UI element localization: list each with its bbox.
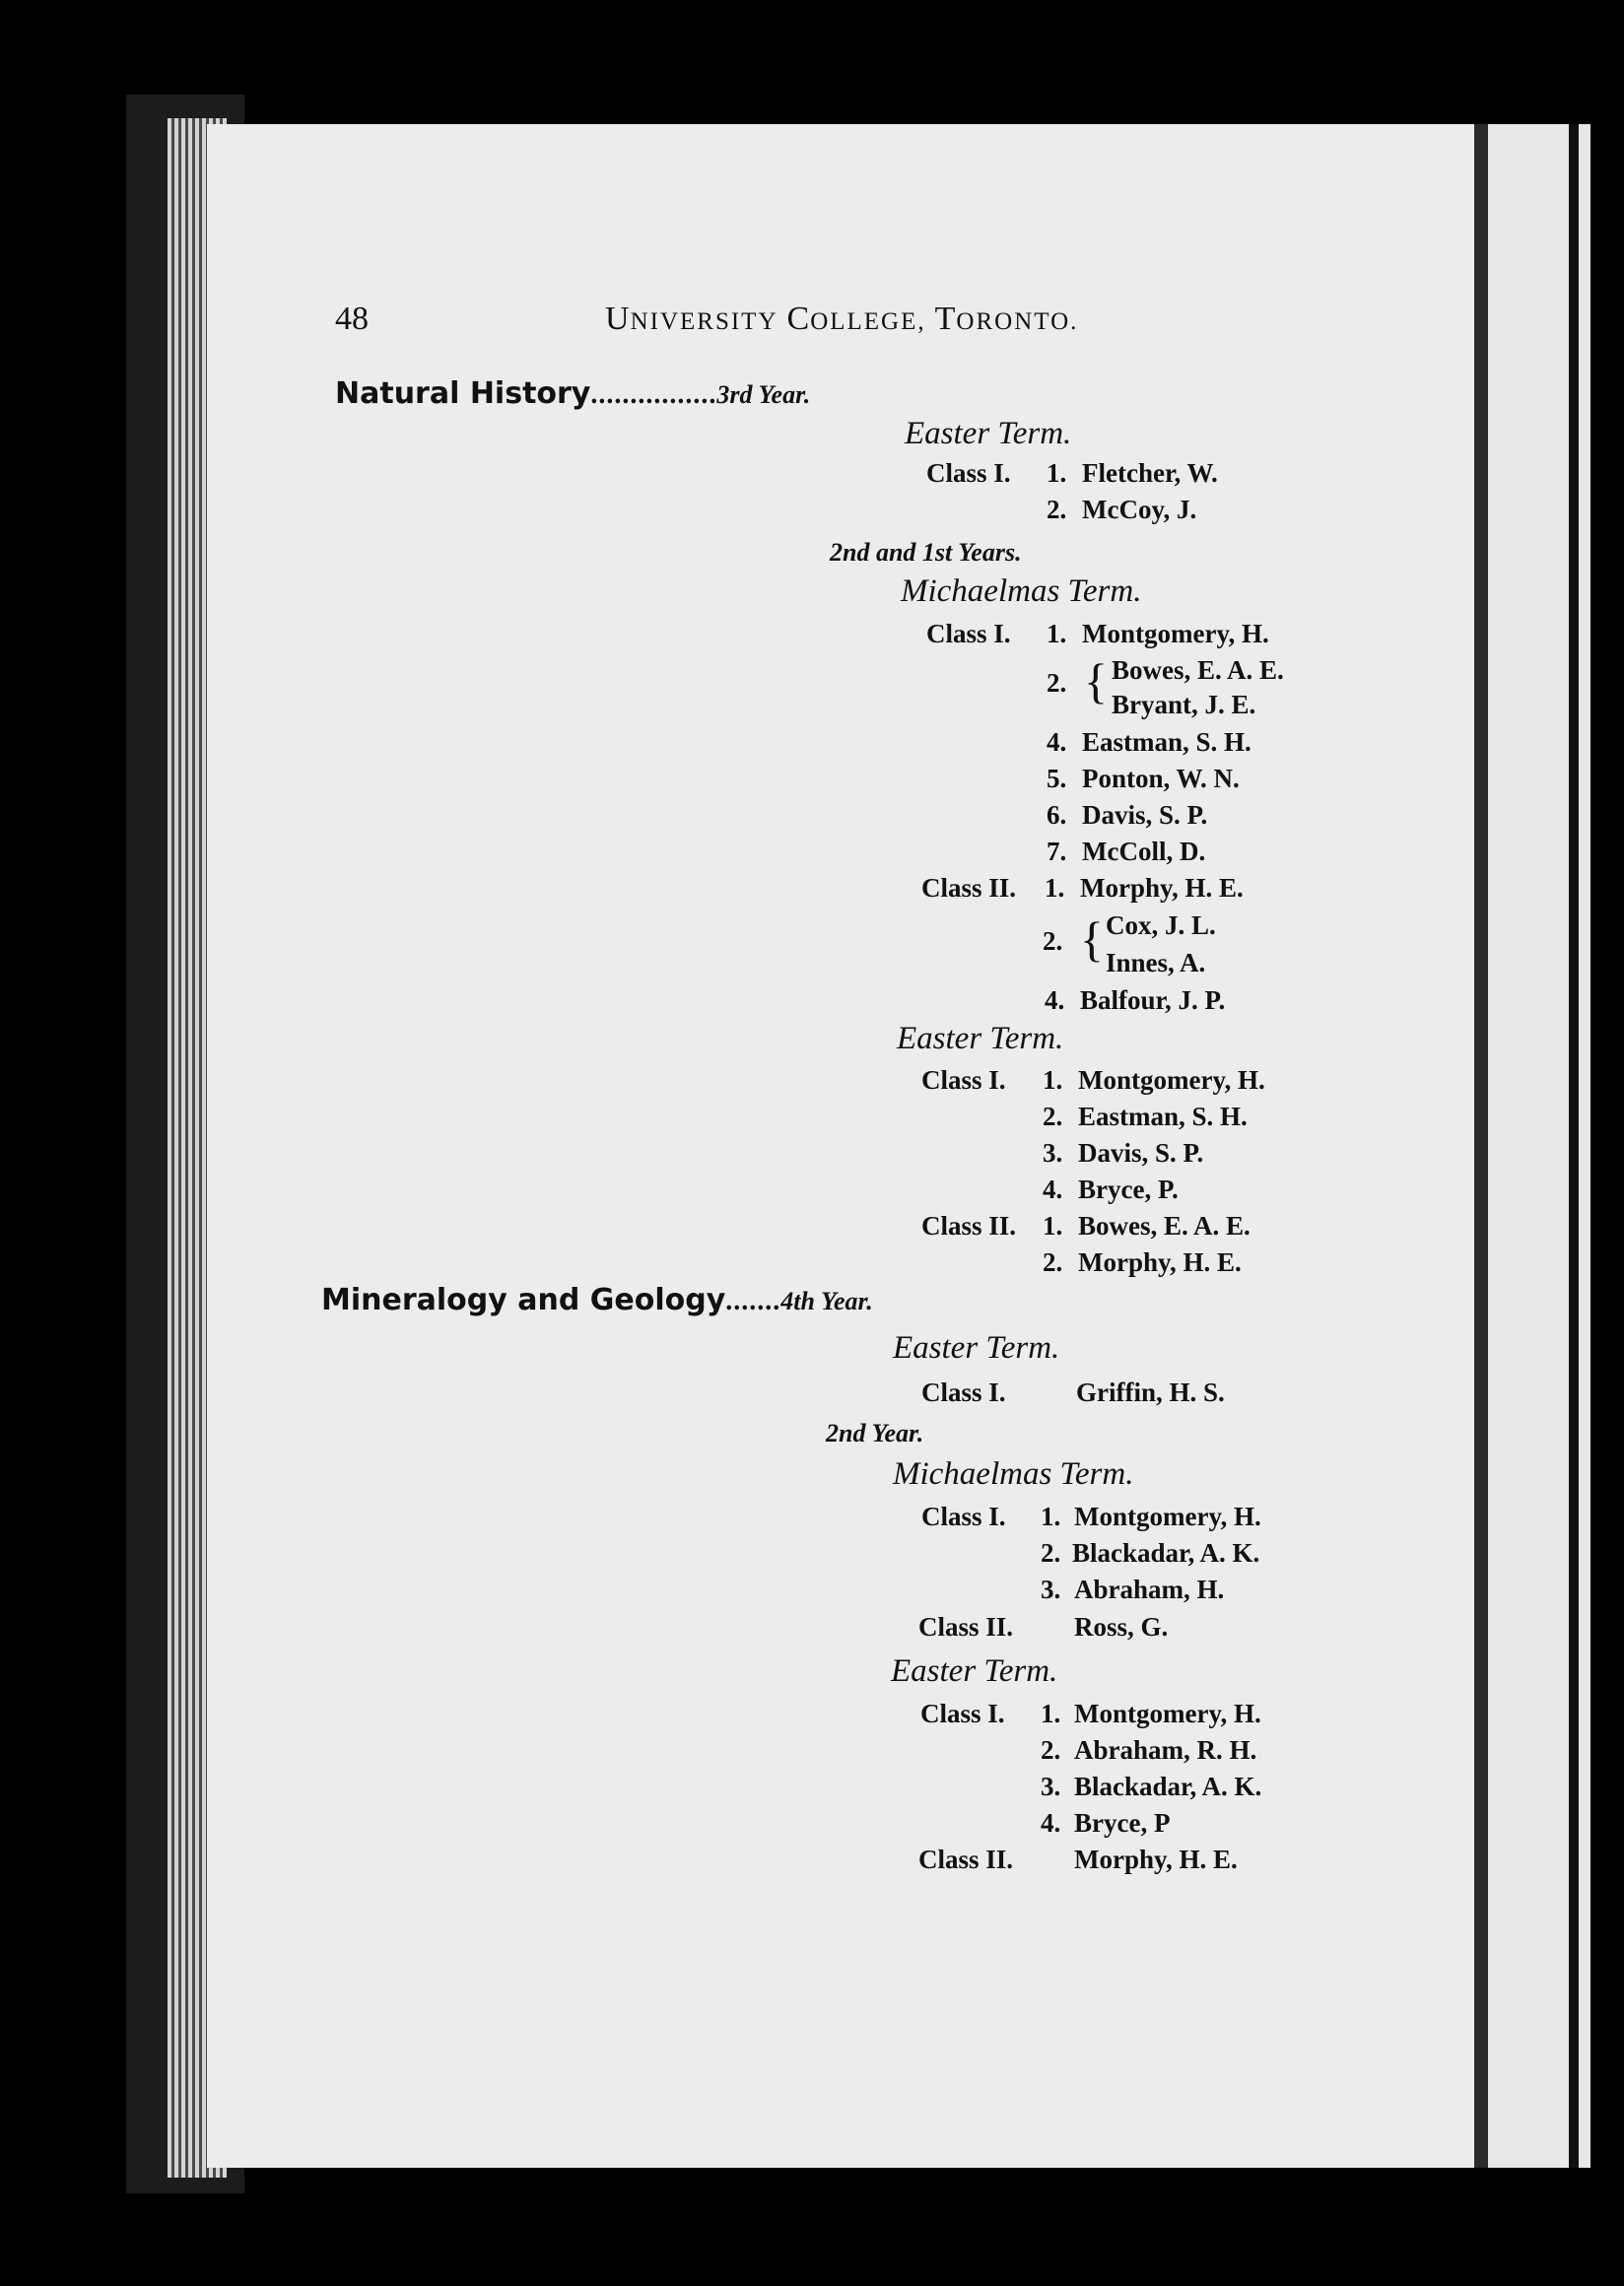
student-name: Montgomery, H.: [1082, 619, 1269, 648]
student-name: Montgomery, H.: [1078, 1065, 1265, 1095]
student-name: Innes, A.: [1106, 948, 1206, 977]
tie-brace: {: [1084, 653, 1108, 708]
rank-number: 2.: [1043, 926, 1063, 956]
tie-brace: {: [1080, 911, 1104, 967]
student-name: Morphy, H. E.: [1074, 1845, 1238, 1874]
student-name: Ponton, W. N.: [1082, 764, 1240, 793]
student-name: Bowes, E. A. E.: [1112, 655, 1284, 685]
subject-title: Natural History: [335, 376, 591, 411]
year-label: 3rd Year.: [716, 380, 811, 409]
running-title-niversity: NIVERSITY: [630, 308, 778, 335]
class-label: Class I.: [921, 1502, 1006, 1531]
running-title-oronto: ORONTO.: [956, 308, 1079, 335]
rank-number: 1.: [1045, 873, 1065, 903]
rank-number: 3.: [1043, 1138, 1063, 1168]
rank-number: 1.: [1047, 619, 1067, 648]
student-name: Bryant, J. E.: [1112, 690, 1256, 719]
running-title-u: U: [605, 301, 631, 337]
rank-number: 6.: [1047, 800, 1067, 830]
running-title-ollege: OLLEGE,: [810, 308, 926, 335]
term-heading: Easter Term.: [897, 1021, 1064, 1056]
student-name: Abraham, H.: [1074, 1575, 1225, 1604]
student-name: Eastman, S. H.: [1078, 1102, 1248, 1131]
student-name: Morphy, H. E.: [1080, 873, 1244, 903]
class-label: Class I.: [920, 1699, 1005, 1728]
student-name: Bryce, P: [1074, 1808, 1171, 1838]
dot-leader: .......: [725, 1286, 781, 1316]
rank-number: 2.: [1043, 1102, 1063, 1131]
student-name: Blackadar, A. K.: [1072, 1538, 1260, 1568]
rank-number: 2.: [1047, 495, 1067, 524]
term-heading: Easter Term.: [891, 1653, 1058, 1689]
rank-number: 4.: [1041, 1808, 1061, 1838]
rank-number: 2.: [1043, 1247, 1063, 1277]
student-name: Montgomery, H.: [1074, 1699, 1261, 1728]
student-name: Blackadar, A. K.: [1074, 1772, 1262, 1801]
student-name: Cox, J. L.: [1106, 910, 1216, 940]
dot-leader: ................: [590, 379, 717, 410]
student-name: Morphy, H. E.: [1078, 1247, 1242, 1277]
book-gutter: [1474, 124, 1488, 2168]
rank-number: 1.: [1043, 1065, 1063, 1095]
rank-number: 1.: [1041, 1699, 1061, 1728]
natural-history-heading: [335, 376, 810, 411]
rank-number: 3.: [1041, 1772, 1061, 1801]
class-label: Class II.: [921, 873, 1017, 903]
student-name: Bryce, P.: [1078, 1175, 1179, 1204]
student-name: Eastman, S. H.: [1082, 727, 1252, 757]
class-label: Class I.: [926, 619, 1011, 648]
rank-number: 1.: [1043, 1211, 1063, 1241]
mineralogy-heading: [321, 1283, 873, 1317]
term-heading: Michaelmas Term.: [901, 573, 1142, 609]
term-heading: Easter Term.: [893, 1330, 1060, 1366]
scanned-page: [207, 124, 1488, 2168]
term-heading: Easter Term.: [905, 416, 1072, 451]
running-title: [605, 301, 1078, 338]
student-name: McCoy, J.: [1082, 495, 1197, 524]
student-name: Davis, S. P.: [1082, 800, 1208, 830]
rank-number: 1.: [1047, 458, 1067, 488]
class-label: Class II.: [918, 1612, 1014, 1642]
rank-number: 4.: [1045, 985, 1065, 1015]
class-label: Class I.: [921, 1378, 1006, 1407]
student-name: Davis, S. P.: [1078, 1138, 1204, 1168]
year-label: 2nd Year.: [826, 1419, 924, 1447]
page-number: 48: [335, 301, 369, 337]
class-label: Class I.: [921, 1065, 1006, 1095]
year-label: 2nd and 1st Years.: [830, 538, 1022, 567]
rank-number: 2.: [1041, 1735, 1061, 1765]
student-name: Bowes, E. A. E.: [1078, 1211, 1251, 1241]
facing-page-fold: [1569, 124, 1579, 2168]
rank-number: 1.: [1041, 1502, 1061, 1531]
rank-number: 4.: [1043, 1175, 1063, 1204]
term-heading: Michaelmas Term.: [893, 1456, 1134, 1492]
rank-number: 5.: [1047, 764, 1067, 793]
student-name: Fletcher, W.: [1082, 458, 1218, 488]
student-name: Griffin, H. S.: [1076, 1378, 1225, 1407]
student-name: Abraham, R. H.: [1074, 1735, 1257, 1765]
rank-number: 7.: [1047, 837, 1067, 866]
student-name: McColl, D.: [1082, 837, 1206, 866]
year-label: 4th Year.: [780, 1287, 873, 1315]
rank-number: 4.: [1047, 727, 1067, 757]
subject-title: Mineralogy and Geology: [321, 1283, 726, 1317]
class-label: Class II.: [918, 1845, 1014, 1874]
rank-number: 2.: [1047, 668, 1067, 698]
rank-number: 3.: [1041, 1575, 1061, 1604]
running-title-t: T: [934, 301, 957, 337]
student-name: Ross, G.: [1074, 1612, 1169, 1642]
rank-number: 2.: [1041, 1538, 1061, 1568]
class-label: Class I.: [926, 458, 1011, 488]
class-label: Class II.: [921, 1211, 1017, 1241]
running-title-c: C: [786, 301, 811, 337]
student-name: Montgomery, H.: [1074, 1502, 1261, 1531]
student-name: Balfour, J. P.: [1080, 985, 1226, 1015]
